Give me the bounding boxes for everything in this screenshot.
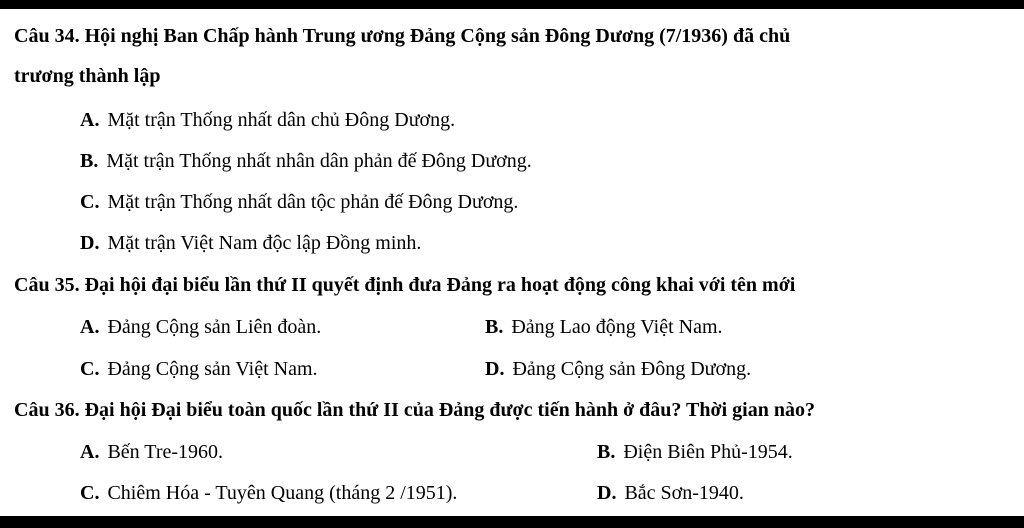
- question-36-option-a: [80, 442, 223, 462]
- question-34-line-1: Câu 34. Hội nghị Ban Chấp hành Trung ương Đảng Cộng sản Đông Dương (7/1936) đã chủ: [14, 25, 791, 47]
- question-36-option-d: [597, 483, 744, 503]
- question-35-line-1: Câu 35. Đại hội đại biểu lần thứ II quyết định đưa Đảng ra hoạt động công khai với tên mới: [14, 274, 796, 296]
- option-letter: D.: [485, 358, 505, 380]
- question-35-option-b: [485, 317, 723, 337]
- question-36-line-1: Câu 36. Đại hội Đại biểu toàn quốc lần thứ II của Đảng được tiến hành ở đâu? Thời gian nào?: [14, 399, 815, 421]
- option-letter: C.: [80, 358, 100, 380]
- option-text: Mặt trận Thống nhất nhân dân phản đế Đông Dương.: [106, 150, 532, 172]
- question-34-option-a: [80, 110, 455, 130]
- question-34-option-d: [80, 233, 421, 253]
- option-text: Đảng Cộng sản Việt Nam.: [107, 358, 318, 380]
- option-letter: C.: [80, 191, 100, 213]
- option-letter: B.: [597, 441, 616, 463]
- question-35-option-a: [80, 317, 321, 337]
- option-letter: D.: [597, 482, 617, 504]
- document-page: [0, 9, 1024, 516]
- option-text: Điện Biên Phủ-1954.: [623, 441, 793, 463]
- question-34-line-2: trương thành lập: [14, 65, 161, 87]
- option-letter: B.: [80, 150, 99, 172]
- option-letter: A.: [80, 109, 100, 131]
- question-35-option-c: [80, 359, 318, 379]
- question-36-option-c: [80, 483, 457, 503]
- option-letter: B.: [485, 316, 504, 338]
- question-34-option-b: [80, 151, 532, 171]
- option-text: Mặt trận Thống nhất dân chủ Đông Dương.: [107, 109, 456, 131]
- question-34-option-c: [80, 192, 518, 212]
- option-letter: D.: [80, 232, 100, 254]
- question-36-option-b: [597, 442, 793, 462]
- question-35-option-d: [485, 359, 751, 379]
- option-text: Mặt trận Thống nhất dân tộc phản đế Đông Dương.: [107, 191, 519, 213]
- option-letter: A.: [80, 441, 100, 463]
- option-text: Đảng Cộng sản Liên đoàn.: [107, 316, 322, 338]
- option-text: Bến Tre-1960.: [107, 441, 224, 463]
- option-text: Đảng Cộng sản Đông Dương.: [512, 358, 752, 380]
- option-text: Chiêm Hóa - Tuyên Quang (tháng 2 /1951).: [107, 482, 458, 504]
- option-text: Bắc Sơn-1940.: [624, 482, 744, 504]
- option-letter: C.: [80, 482, 100, 504]
- option-text: Đảng Lao động Việt Nam.: [511, 316, 723, 338]
- option-letter: A.: [80, 316, 100, 338]
- option-text: Mặt trận Việt Nam độc lập Đồng minh.: [107, 232, 422, 254]
